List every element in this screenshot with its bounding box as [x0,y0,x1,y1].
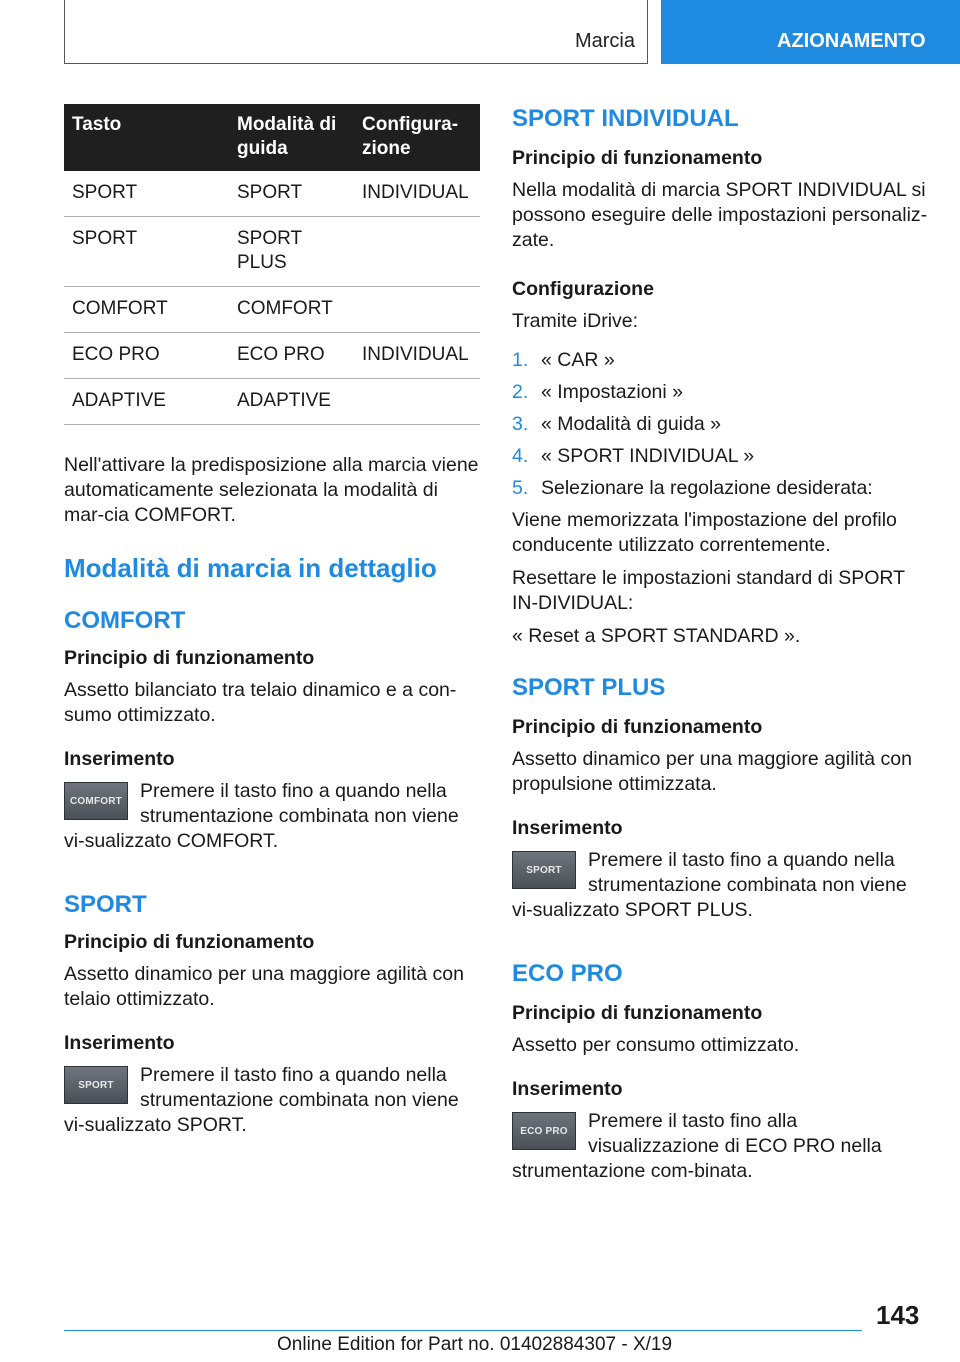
sport-insert-text: Premere il tasto fino a quando nella strumentazione combinata non viene vi-sualizzato SPORT. [64,1064,459,1136]
sport-plus-insert-heading: Inserimento [512,817,623,839]
table-cell: ADAPTIVE [64,379,229,425]
sport-individual-heading: SPORT INDIVIDUAL [512,105,739,132]
table-header-row [64,104,480,171]
header-chapter-title: AZIONAMENTO [777,30,926,52]
sport-principle-text: Assetto dinamico per una maggiore agilità con telaio ottimizzato. [64,963,464,1010]
footer-divider [64,1330,862,1331]
right-column [512,104,930,1184]
sport-plus-insert-text: Premere il tasto fino a quando nella strumentazione combinata non viene vi-sualizzato SPORT PLUS. [512,849,907,921]
sport-individual-config-intro: Tramite iDrive: [512,310,639,332]
sport-button-icon: SPORT [64,1066,128,1104]
list-item: 3. « Modalità di guida » [512,413,721,435]
list-item: 1. « CAR » [512,349,615,371]
table-cell: INDIVIDUAL [354,333,480,379]
eco-pro-heading: ECO PRO [512,960,623,987]
sport-plus-button-icon: SPORT [512,851,576,889]
footer-edition-text: Online Edition for Part no. 01402884307 - X/19 [277,1334,673,1355]
list-item: 5. Selezionare la regolazione desiderata: [512,477,873,499]
table-cell: COMFORT [64,287,229,333]
sport-plus-principle-heading: Principio di funzionamento [512,716,763,738]
table-cell: SPORT [229,171,354,217]
table-row [64,287,480,333]
comfort-insert-text: Premere il tasto fino a quando nella strumentazione combinata non viene vi-sualizzato COMFORT. [64,780,459,852]
sport-plus-insert-block [512,848,930,923]
sport-individual-principle-text: Nella modalità di marcia SPORT INDIVIDUAL si possono eseguire delle impostazioni personaliz-zate. [512,179,928,251]
table-cell: SPORT [64,217,229,287]
table-row [64,217,480,287]
comfort-principle-heading: Principio di funzionamento [64,647,315,669]
table-header-cell: Tasto [64,104,229,171]
table-cell: COMFORT [229,287,354,333]
sport-individual-reset-item: « Reset a SPORT STANDARD ». [512,625,801,647]
comfort-button-icon: COMFORT [64,782,128,820]
main-heading: Modalità di marcia in dettaglio [64,553,437,583]
table-cell [354,287,480,333]
idrive-steps-list [512,348,930,501]
sport-individual-reset-text: Resettare le impostazioni standard di SPORT IN-DIVIDUAL: [512,567,905,614]
comfort-insert-heading: Inserimento [64,748,175,770]
eco-pro-insert-text: Premere il tasto fino alla visualizzazione di ECO PRO nella strumentazione com-binata. [512,1110,882,1182]
table-cell: ECO PRO [229,333,354,379]
eco-pro-principle-text: Assetto per consumo ottimizzato. [512,1034,800,1056]
table-row [64,171,480,217]
intro-paragraph: Nell'attivare la predisposizione alla marcia viene automaticamente selezionata la modalità di mar-cia COMFORT. [64,454,479,526]
comfort-insert-block [64,779,480,854]
table-cell [354,379,480,425]
page-number: 143 [876,1300,920,1330]
table-cell [354,217,480,287]
eco-pro-principle-heading: Principio di funzionamento [512,1002,763,1024]
eco-pro-insert-heading: Inserimento [512,1078,623,1100]
table-row [64,333,480,379]
sport-insert-heading: Inserimento [64,1032,175,1054]
sport-plus-principle-text: Assetto dinamico per una maggiore agilità con propulsione ottimizzata. [512,748,912,795]
sport-principle-heading: Principio di funzionamento [64,931,315,953]
left-column [64,104,480,1138]
eco-pro-button-icon: ECO PRO [512,1112,576,1150]
sport-heading: SPORT [64,891,147,918]
header-chapter-tab [661,0,960,64]
table-cell: ADAPTIVE [229,379,354,425]
table-header-cell: Configura-zione [354,104,480,171]
comfort-principle-text: Assetto bilanciato tra telaio dinamico e a con-sumo ottimizzato. [64,679,457,726]
table-header-cell: Modalità di guida [229,104,354,171]
sport-individual-config-heading: Configurazione [512,278,654,300]
table-cell: ECO PRO [64,333,229,379]
list-item: 4. « SPORT INDIVIDUAL » [512,445,755,467]
header-section-title: Marcia [574,30,635,52]
sport-individual-memo-text: Viene memorizzata l'impostazione del profilo conducente utilizzato correntemente. [512,509,897,556]
comfort-heading: COMFORT [64,607,186,634]
sport-plus-heading: SPORT PLUS [512,674,666,701]
table-cell: SPORT [64,171,229,217]
table-cell: SPORT PLUS [229,217,354,287]
table-row [64,379,480,425]
eco-pro-insert-block [512,1109,930,1184]
list-item: 2. « Impostazioni » [512,381,683,403]
sport-individual-principle-heading: Principio di funzionamento [512,147,763,169]
driving-modes-table [64,104,480,425]
table-cell: INDIVIDUAL [354,171,480,217]
header-section-box [64,0,648,64]
sport-insert-block [64,1063,480,1138]
